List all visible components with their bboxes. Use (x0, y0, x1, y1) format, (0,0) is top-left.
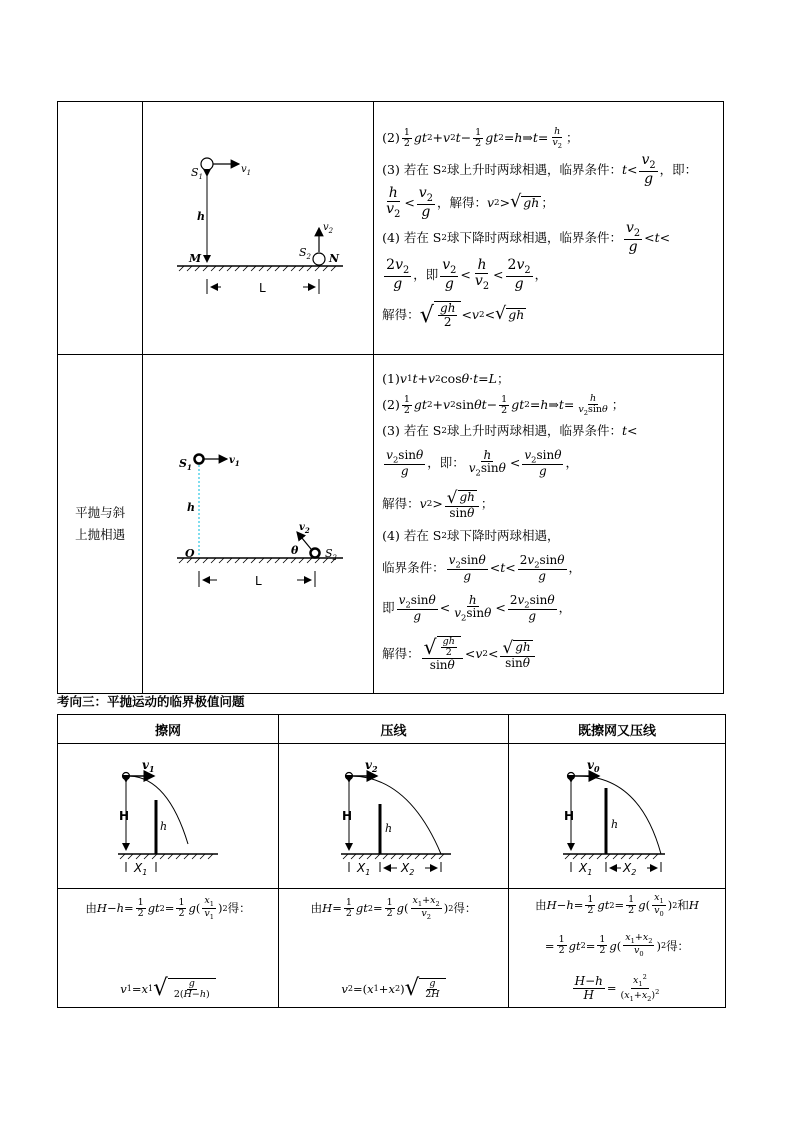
formula-line: (3) 若在 S 2 球上升时两球相遇，临界条件： t < $\frac{v_2}{g}$ ，即： (382, 152, 698, 188)
H-label: H (119, 809, 130, 823)
s1-label: $S_1$ (191, 166, 204, 181)
formula-line: = $\frac{1}{2}$ gt 2 = $\frac{1}{2}$ g ( $\frac{x_1+x_2}{v_0}$ ) 2 得： (544, 932, 690, 959)
x2-label: $X_2$ (623, 861, 637, 877)
theta-label: θ (291, 544, 299, 557)
v1-label: $v_1$ (241, 164, 252, 177)
formula-line: $\frac{H-h}{H}$ = $\frac{x_1^2}{(x_1+x_2)^2}$ (574, 972, 660, 1004)
n-label: N (329, 252, 340, 265)
figure-cell (509, 744, 726, 889)
s1-label: $S_1$ (179, 457, 192, 472)
critical-table (57, 714, 726, 1008)
formula-line: 解得： √ $\frac{gh}{2}$ < v 2 < √ gh (382, 301, 525, 329)
formula-line: 由 H − h = $\frac{1}{2}$ gt 2 = $\frac{1}{2}$ g ( $\frac{x_1}{v_0}$ ) 2 和 H (535, 892, 699, 918)
v-label: $v_0$ (587, 758, 600, 774)
H-label: H (564, 809, 575, 823)
x1-label: $X_1$ (357, 861, 371, 877)
column-header: 既擦网又压线 (509, 715, 726, 744)
formula-cell (509, 889, 726, 1008)
net-figure (58, 744, 278, 884)
formula-cell (279, 889, 509, 1008)
table-row (58, 889, 726, 1008)
formula-line: $\frac{2v_2}{g}$ ，即 $\frac{v_2}{g}$ < $\frac{h}{v_2}$ < $\frac{2v_2}{g}$ ， (386, 257, 548, 293)
formula-line: $\frac{v_2\sin\theta}{g}$ ，即： $\frac{h}{v_2\sin\theta}$ < $\frac{v_2\sin\theta}{g}$ ， (386, 447, 578, 478)
vertical-throw-figure (143, 102, 373, 351)
formula-line: (4) 若在 S 2 球下降时两球相遇， (382, 527, 560, 543)
column-header: 压线 (279, 715, 509, 744)
H-label: H (342, 809, 353, 823)
motion-table (57, 101, 724, 694)
formula-line: 解得： √ $\frac{gh}{2}$ sinθ < v 2 < √ gh sinθ (382, 628, 723, 680)
table-row (58, 102, 724, 355)
figure-cell (58, 744, 279, 889)
formula-line: 由 H − h = $\frac{1}{2}$ gt 2 = $\frac{1}{2}$ g ( $\frac{x_1}{v_1}$ ) 2 得： (85, 895, 251, 921)
v-label: $v_2$ (365, 758, 378, 774)
v-label: $v_1$ (142, 758, 155, 774)
formula-line: (3) 若在 S 2 球上升时两球相遇，临界条件： t < (382, 422, 638, 438)
formula-line: 解得： v 2 > √ gh sinθ ； (382, 486, 494, 520)
x1-label: $X_1$ (579, 861, 593, 877)
figure-cell (279, 744, 509, 889)
row-label (58, 102, 143, 355)
h-label: h (197, 210, 206, 223)
horizontal-oblique-throw-figure (143, 355, 373, 690)
l-label: L (255, 574, 262, 588)
v2-label: $v_2$ (299, 522, 310, 535)
m-label: M (189, 252, 202, 265)
table-row (58, 744, 726, 889)
v2-label: $v_2$ (323, 222, 334, 235)
formula-cell (58, 889, 279, 1008)
formula-line: (1) v 1 t + v 2 cos θ · t = L ； (382, 370, 510, 386)
o-label: O (185, 547, 195, 560)
s2-label: $S_2$ (299, 246, 312, 261)
x1-label: $X_1$ (134, 861, 148, 877)
h-label: h (385, 822, 393, 835)
column-header: 擦网 (58, 715, 279, 744)
formula-cell (374, 355, 724, 694)
formula-line: $\frac{h}{v_2}$ < $\frac{v_2}{g}$ ，解得： v 2 > √ gh ； (386, 185, 554, 221)
table-row (58, 355, 724, 694)
formula-line: 临界条件： $\frac{v_2\sin\theta}{g}$ < t < $\frac{2v_2\sin\theta}{g}$ ， (382, 552, 582, 583)
h-label: h (160, 820, 168, 833)
formula-line: (4) 若在 S 2 球下降时两球相遇，临界条件： $\frac{v_2}{g}$ < t < (382, 220, 671, 256)
table-header-row (58, 715, 726, 744)
formula-cell (374, 102, 724, 355)
l-label: L (259, 281, 266, 295)
s2-label: $S_2$ (325, 547, 338, 562)
net-and-line-figure (509, 744, 725, 884)
line-figure (279, 744, 508, 884)
formula-line: 即 $\frac{v_2\sin\theta}{g}$ < $\frac{h}{v_2\sin\theta}$ < $\frac{2v_2\sin\theta}{g}$ ， (382, 592, 572, 623)
x2-label: $X_2$ (401, 861, 415, 877)
v1-label: $v_1$ (229, 455, 240, 468)
formula-line: v 1 = x 1 √ $\frac{g}{2(H-h)}$ (120, 977, 215, 1000)
h-label: h (187, 501, 196, 514)
formula-line: (2) $\frac{1}{2}$ gt 2 + v 2 t − $\frac{1}{2}$ gt 2 = h ⇒ t = $\frac{h}{v_2}$ ； (382, 125, 579, 150)
formula-line: v 2 =( x 1 + x 2 ) √ $\frac{g}{2H}$ (341, 977, 445, 1000)
figure-cell (143, 355, 374, 694)
figure-cell (143, 102, 374, 355)
formula-line: 由 H = $\frac{1}{2}$ gt 2 = $\frac{1}{2}$ g ( $\frac{x_1+x_2}{v_2}$ ) 2 得： (310, 895, 477, 921)
h-label: h (611, 818, 619, 831)
formula-line: (2) $\frac{1}{2}$ gt 2 + v 2 sin θt − $\frac{1}{2}$ gt 2 = h ⇒ t = $\frac{h}{v_2\sin\theta}$ ； (382, 392, 625, 417)
row-label: 平抛与斜上抛相遇 (58, 355, 143, 694)
section-heading: 考向三：平抛运动的临界极值问题 (57, 694, 245, 709)
